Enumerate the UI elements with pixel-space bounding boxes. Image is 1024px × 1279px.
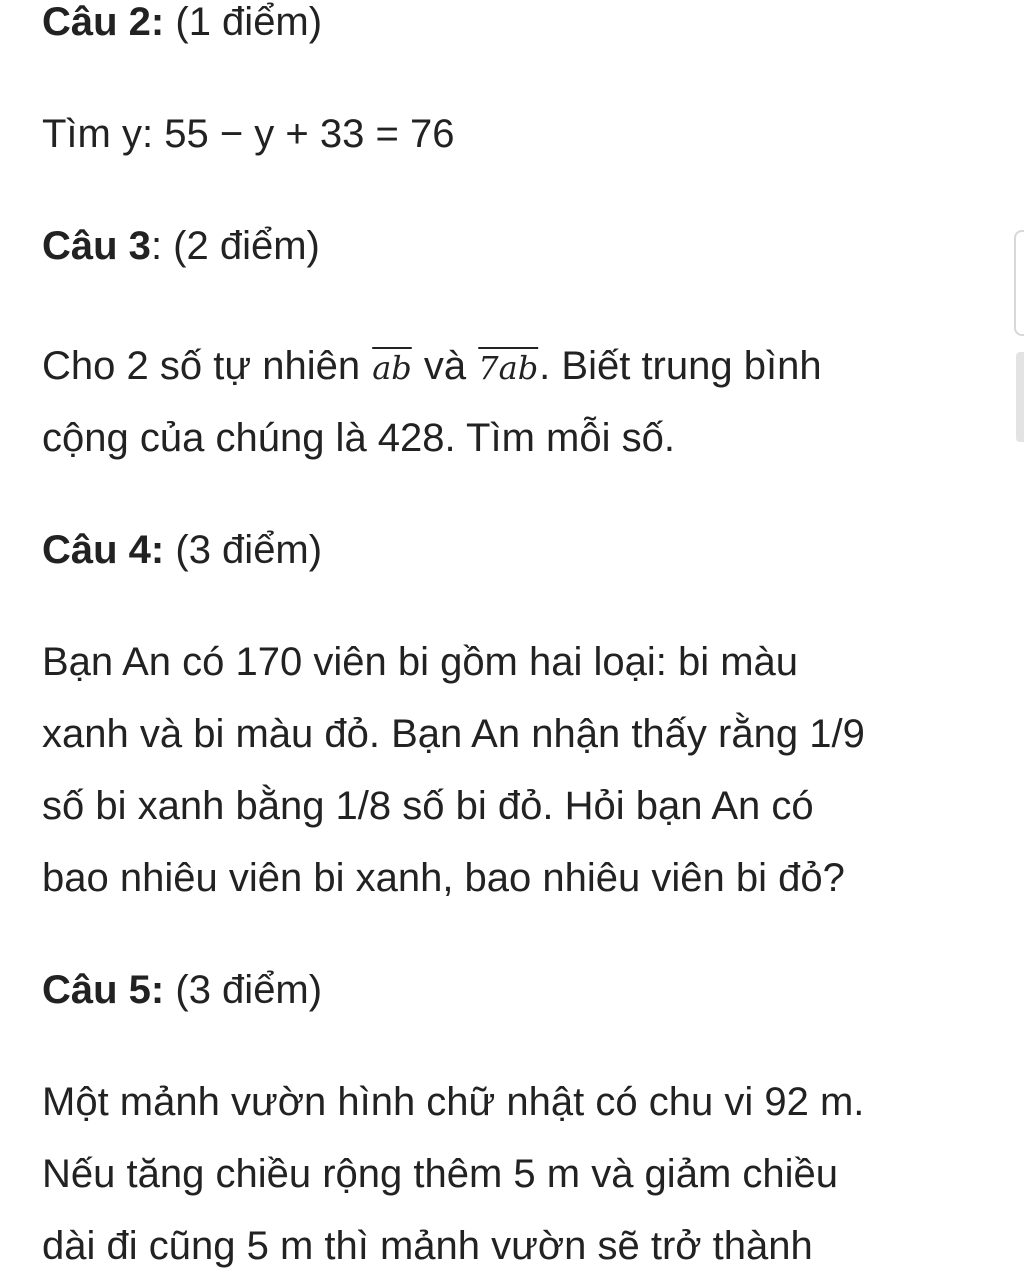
question-2-label: Câu 2: bbox=[42, 0, 165, 44]
number-7ab: 7ab bbox=[478, 349, 539, 387]
question-4-label: Câu 4: bbox=[42, 528, 165, 572]
question-5-line-3: dài đi cũng 5 m thì mảnh vườn sẽ trở thành bbox=[42, 1224, 813, 1268]
question-4-line-3: số bi xanh bằng 1/8 số bi đỏ. Hỏi bạn An có bbox=[42, 784, 814, 828]
question-4-line-1: Bạn An có 170 viên bi gồm hai loại: bi màu bbox=[42, 640, 799, 684]
question-4-points: (3 điểm) bbox=[175, 528, 323, 572]
question-3-line-2: cộng của chúng là 428. Tìm mỗi số. bbox=[42, 416, 675, 460]
question-4-line-2: xanh và bi màu đỏ. Bạn An nhận thấy rằng 1/9 bbox=[42, 712, 865, 756]
scroll-edge-handle[interactable] bbox=[1014, 230, 1024, 336]
question-3-line-1 bbox=[42, 342, 822, 392]
question-2-text: Tìm y: 55 − y + 33 = 76 bbox=[42, 112, 455, 156]
question-4-line-4: bao nhiêu viên bi xanh, bao nhiêu viên bi đỏ? bbox=[42, 856, 845, 900]
question-5-heading bbox=[42, 966, 322, 1014]
question-2-heading bbox=[42, 0, 322, 46]
question-3-points: : (2 điểm) bbox=[150, 224, 320, 268]
question-3-label: Câu 3 bbox=[42, 224, 151, 268]
question-5-line-1: Một mảnh vườn hình chữ nhật có chu vi 92 m. bbox=[42, 1080, 865, 1124]
question-3-text-part: Cho 2 số tự nhiên bbox=[42, 344, 372, 388]
question-5-line-2: Nếu tăng chiều rộng thêm 5 m và giảm chiều bbox=[42, 1152, 838, 1196]
question-3-heading bbox=[42, 222, 320, 270]
question-3-text-part: và bbox=[412, 344, 478, 388]
scrollbar-thumb[interactable] bbox=[1016, 352, 1024, 442]
question-5-label: Câu 5: bbox=[42, 968, 165, 1012]
question-5-points: (3 điểm) bbox=[175, 968, 323, 1012]
question-2-points: (1 điểm) bbox=[175, 0, 323, 44]
question-3-text-part: . Biết trung bình bbox=[539, 344, 822, 388]
number-ab: $\overline{ab}$ bbox=[372, 349, 412, 387]
question-4-heading bbox=[42, 526, 322, 574]
